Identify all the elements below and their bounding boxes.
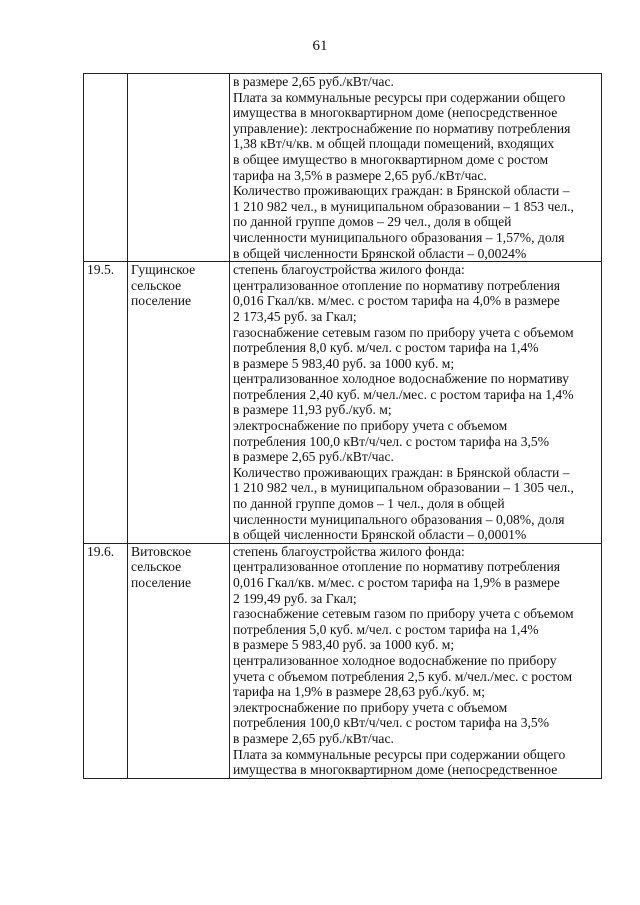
description-line: в размере 11,93 руб./куб. м; (233, 402, 392, 418)
description-line: электроснабжение по прибору учета с объемом (233, 418, 508, 434)
description-line: в размере 2,65 руб./кВт/час. (233, 74, 394, 89)
description-line: в размере 2,65 руб./кВт/час. (233, 730, 394, 746)
row-number-cell (84, 262, 128, 544)
description-line: в общей численности Брянской области – 0,0001% (233, 527, 527, 543)
description-line: имущества в многоквартирном доме (непосредственное (233, 105, 558, 121)
description-line: электроснабжение по прибору учета с объемом (233, 699, 508, 715)
description-line: в общее имущество в многоквартирном доме с ростом (233, 151, 549, 167)
settlement-name-cell (128, 74, 230, 262)
page-number: 61 (312, 38, 328, 54)
description-line: потребления 100,0 кВт/ч/чел. с ростом тарифа на 3,5% (233, 433, 550, 449)
description-line: численности муниципального образования – 1,57%, доля (233, 229, 565, 245)
row-number-cell (84, 543, 128, 778)
settlement-name-cell (128, 543, 230, 778)
description-line: численности муниципального образования – 0,08%, доля (233, 511, 565, 527)
description-line: потребления 100,0 кВт/ч/чел. с ростом тарифа на 3,5% (233, 715, 550, 731)
description-line: тарифа на 1,9% в размере 28,63 руб./куб. м; (233, 684, 485, 700)
description-line: Плата за коммунальные ресурсы при содержании общего (233, 746, 566, 762)
description-line: 1 210 982 чел., в муниципальном образовании – 1 305 чел., (233, 480, 574, 496)
description-line: по данной группе домов – 1 чел., доля в общей (233, 496, 505, 512)
description-line: 0,016 Гкал/кв. м/мес. с ростом тарифа на 4,0% в размере (233, 293, 560, 309)
description-line: имущества в многоквартирном доме (непосредственное (233, 762, 558, 778)
description-line: учета с объемом потребления 2,5 куб. м/чел./мес. с ростом (233, 668, 573, 684)
description-line: степень благоустройства жилого фонда: (233, 543, 465, 559)
description-line: по данной группе домов – 29 чел., доля в общей (233, 214, 512, 230)
settlement-name-line: сельское (131, 559, 182, 575)
row-number: 19.6. (87, 543, 115, 559)
row-number: 19.5. (87, 262, 115, 278)
description-line: степень благоустройства жилого фонда: (233, 262, 465, 278)
description-line: Количество проживающих граждан: в Брянской области – (233, 183, 570, 199)
description-line: 1,38 кВт/ч/кв. м общей площади помещений, входящих (233, 136, 555, 152)
tariff-table (83, 73, 602, 779)
description-line: Плата за коммунальные ресурсы при содержании общего (233, 89, 566, 105)
description-line: потребления 5,0 куб. м/чел. с ростом тарифа на 1,4% (233, 621, 539, 637)
settlement-name-line: Гущинское (131, 262, 196, 278)
description-line: 0,016 Гкал/кв. м/мес. с ростом тарифа на 1,9% в размере (233, 575, 560, 590)
description-line: в общей численности Брянской области – 0,0024% (233, 245, 527, 261)
table-row (84, 74, 602, 262)
settlement-name-line: поселение (131, 575, 192, 590)
settlement-name-line: поселение (131, 293, 192, 309)
table-row (84, 543, 602, 778)
description-line: 1 210 982 чел., в муниципальном образовании – 1 853 чел., (233, 198, 574, 214)
description-line: газоснабжение сетевым газом по прибору учета с объемом (233, 606, 574, 622)
description-cell (230, 74, 602, 262)
description-line: газоснабжение сетевым газом по прибору учета с объемом (233, 324, 574, 340)
description-line: 2 173,45 руб. за Гкал; (233, 308, 357, 324)
description-line: управление): лектроснабжение по нормативу потребления (233, 120, 571, 136)
description-cell (230, 262, 602, 544)
table-row (84, 262, 602, 544)
description-line: в размере 2,65 руб./кВт/час. (233, 449, 394, 465)
settlement-name-line: Витовское (131, 543, 192, 559)
description-line: централизованное отопление по нормативу потребления (233, 559, 560, 575)
description-line: централизованное холодное водоснабжение по прибору (233, 652, 557, 668)
description-line: потребления 2,40 куб. м/чел./мес. с ростом тарифа на 1,4% (233, 386, 574, 402)
description-line: централизованное холодное водоснабжение по нормативу (233, 371, 569, 387)
description-line: 2 199,49 руб. за Гкал; (233, 590, 357, 606)
settlement-name-line: сельское (131, 277, 182, 293)
description-line: тарифа на 3,5% в размере 2,65 руб./кВт/час. (233, 167, 487, 183)
description-cell (230, 543, 602, 778)
description-line: в размере 5 983,40 руб. за 1000 куб. м; (233, 637, 455, 653)
description-line: Количество проживающих граждан: в Брянской области – (233, 464, 570, 480)
description-line: в размере 5 983,40 руб. за 1000 куб. м; (233, 355, 455, 371)
row-number-cell (84, 74, 128, 262)
description-line: централизованное отопление по нормативу потребления (233, 277, 560, 293)
settlement-name-cell (128, 262, 230, 544)
description-line: потребления 8,0 куб. м/чел. с ростом тарифа на 1,4% (233, 340, 539, 356)
